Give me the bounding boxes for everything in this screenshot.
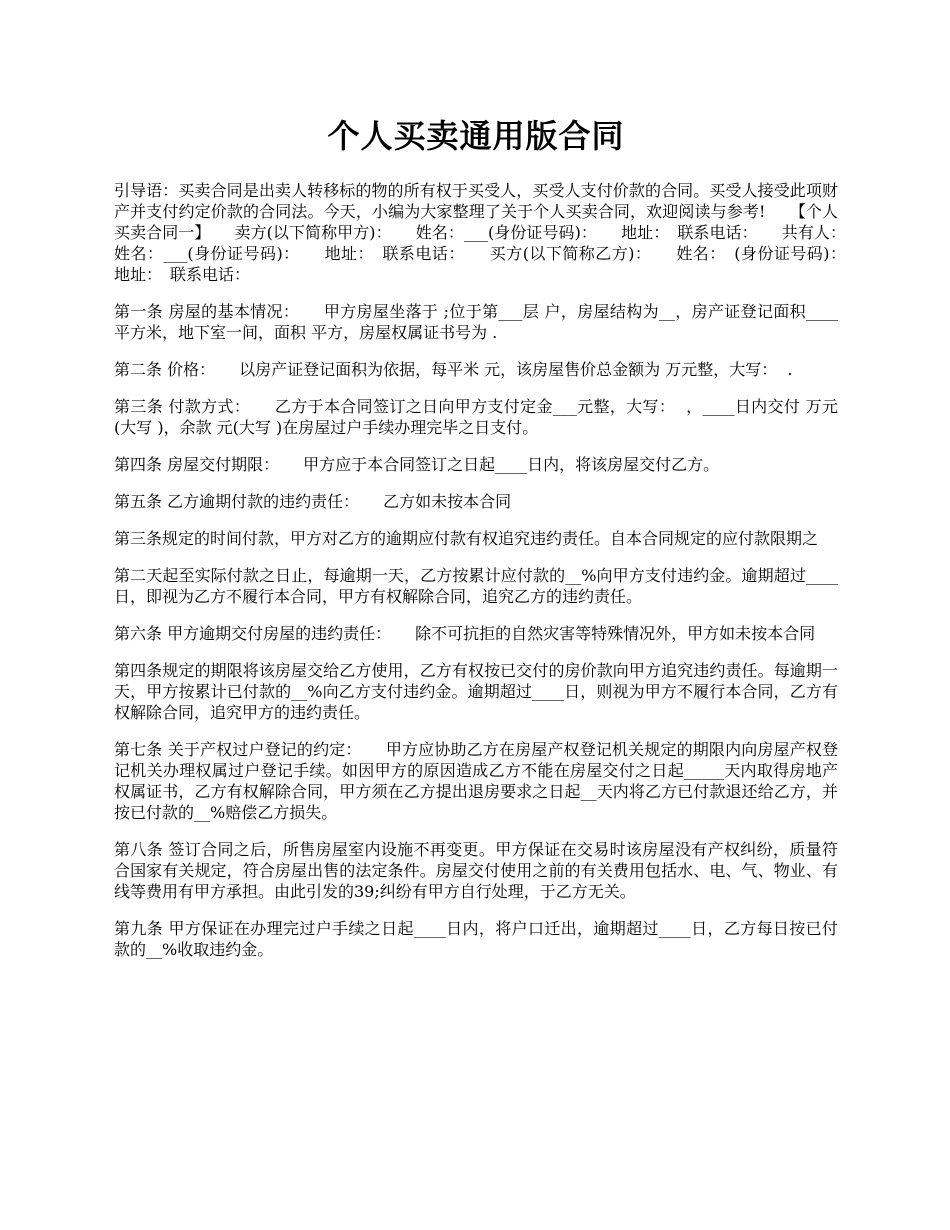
paragraph-article-6-cont: 第四条规定的期限将该房屋交给乙方使用，乙方有权按已交付的房价款向甲方追究违约责任。每逾期一天，甲方按累计已付款的__%向乙方支付违约金。逾期超过____日，则视为甲方不履行本合同，乙方有权解除合同，追究甲方的违约责任。 (114, 661, 838, 722)
paragraph-article-3: 第三条 付款方式： 乙方于本合同签订之日向甲方支付定金___元整，大写： ，____日内交付 万元(大写 )，余款 元(大写 )在房屋过户手续办理完毕之日支付。 (114, 397, 838, 437)
paragraph-article-6: 第六条 甲方逾期交付房屋的违约责任： 除不可抗拒的自然灾害等特殊情况外，甲方如未按本合同 (114, 624, 816, 643)
paragraph-article-1: 第一条 房屋的基本情况： 甲方房屋坐落于 ;位于第___层 户，房屋结构为__，房产证登记面积____平方米，地下室一间，面积 平方，房屋权属证书号为 . (114, 302, 838, 342)
paragraph-article-7: 第七条 关于产权过户登记的约定： 甲方应协助乙方在房屋产权登记机关规定的期限内向房屋产权登记机关办理权属过户登记手续。如因甲方的原因造成乙方不能在房屋交付之日起_____天内取得房地产权属证书，乙方有权解除合同，甲方须在乙方提出退房要求之日起__天内将乙方已付款退还给乙方，并按已付款的__%赔偿乙方损失。 (114, 740, 838, 822)
paragraph-article-5: 第五条 乙方逾期付款的违约责任： 乙方如未按本合同 (114, 492, 512, 511)
paragraph-article-8: 第八条 签订合同之后，所售房屋室内设施不再变更。甲方保证在交易时该房屋没有产权纠纷，质量符合国家有关规定，符合房屋出售的法定条件。房屋交付使用之前的有关费用包括水、电、气、物业、有线等费用有甲方承担。由此引发的39;纠纷有甲方自行处理，于乙方无关。 (114, 840, 838, 901)
document-body (114, 180, 871, 960)
document-title: 个人买卖通用版合同 (327, 117, 625, 155)
paragraph-article-2: 第二条 价格： 以房产证登记面积为依据，每平米 元，该房屋售价总金额为 万元整，大写： . (114, 360, 793, 379)
paragraph-article-4: 第四条 房屋交付期限： 甲方应于本合同签订之日起____日内，将该房屋交付乙方。 (114, 455, 720, 474)
paragraph-article-9: 第九条 甲方保证在办理完过户手续之日起____日内，将户口迁出，逾期超过____日，乙方每日按已付款的__%收取违约金。 (114, 919, 838, 959)
paragraph-article-5-cont-2: 第二天起至实际付款之日止，每逾期一天，乙方按累计应付款的__%向甲方支付违约金。逾期超过____日，即视为乙方不履行本合同，甲方有权解除合同，追究乙方的违约责任。 (114, 566, 838, 606)
paragraph-intro: 引导语：买卖合同是出卖人转移标的物的所有权于买受人，买受人支付价款的合同。买受人接受此项财产并支付约定价款的合同法。今天，小编为大家整理了关于个人买卖合同，欢迎阅读与参考! 【个人买卖合同一】 卖方(以下简称甲方)： 姓名：___(身份证号码)： 地址： 联系电话： 共有人： 姓名：___(身份证号码)： 地址： 联系电话： 买方(以下简称乙方)： 姓名： (身份证号码)： 地址： 联系电话： (114, 181, 871, 284)
paragraph-article-5-cont-1: 第三条规定的时间付款，甲方对乙方的逾期应付款有权追究违约责任。自本合同规定的应付款限期之 (114, 529, 819, 548)
